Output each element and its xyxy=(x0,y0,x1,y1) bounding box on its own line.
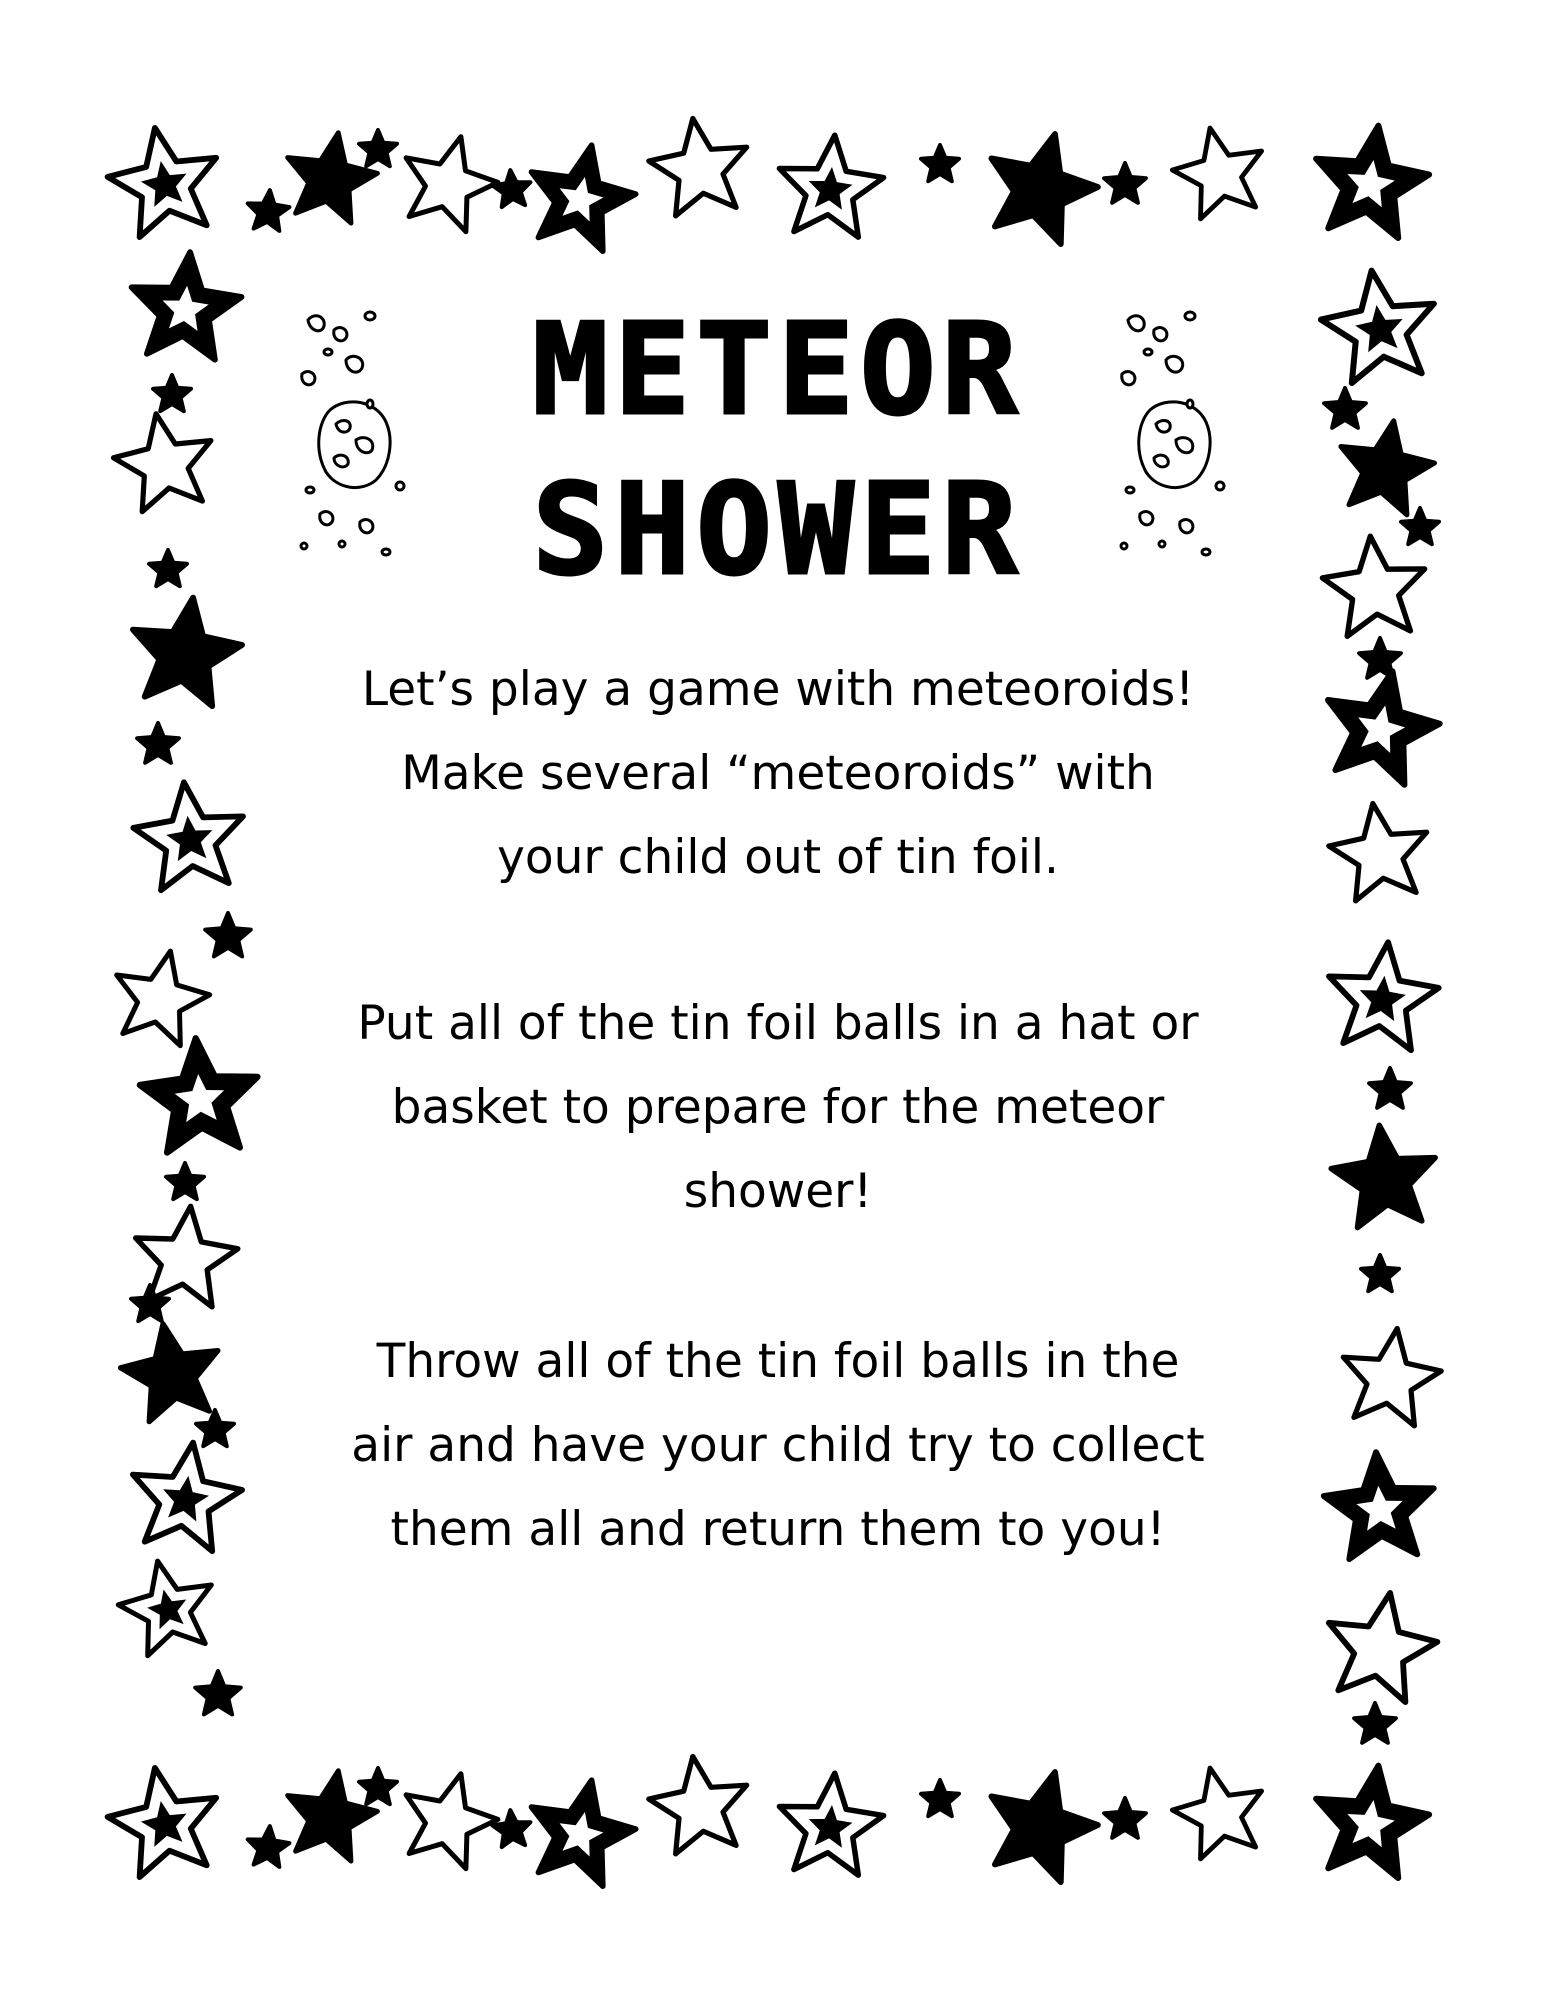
star-icon xyxy=(359,1768,397,1804)
star-icon xyxy=(1104,1798,1146,1838)
paragraph-line: Throw all of the tin foil balls in the xyxy=(376,1334,1180,1389)
star-icon xyxy=(1328,671,1440,785)
star-icon xyxy=(991,1772,1098,1882)
paragraph-line: shower! xyxy=(683,1164,873,1219)
paragraph-line: your child out of tin foil. xyxy=(497,830,1059,885)
star-icon xyxy=(359,130,397,166)
instruction-paragraph-1 xyxy=(278,648,1278,900)
star-icon xyxy=(406,1774,498,1869)
star-icon xyxy=(133,1443,242,1552)
star-icon xyxy=(140,1038,258,1152)
star-icon xyxy=(133,598,242,707)
star-icon xyxy=(1361,1255,1399,1291)
star-icon xyxy=(1329,804,1427,901)
instruction-paragraph-3 xyxy=(278,1320,1278,1572)
star-icon xyxy=(1316,126,1429,238)
star-icon xyxy=(137,723,179,763)
star-icon xyxy=(991,134,1098,244)
star-icon xyxy=(121,1324,218,1422)
page-title-line-1: METEOR xyxy=(532,296,1024,443)
star-icon xyxy=(1104,163,1146,203)
star-icon xyxy=(1329,942,1439,1050)
star-icon xyxy=(779,1773,883,1875)
star-icon xyxy=(1324,1452,1434,1559)
star-icon xyxy=(1369,1068,1411,1108)
star-icon xyxy=(1316,1766,1429,1878)
star-icon xyxy=(166,1163,204,1199)
star-icon xyxy=(108,1768,217,1877)
star-icon xyxy=(1331,1125,1435,1227)
paragraph-line: Make several “meteoroids” with xyxy=(401,746,1155,801)
star-icon xyxy=(406,137,498,232)
star-icon xyxy=(493,1810,531,1847)
star-icon xyxy=(779,135,883,237)
star-icon xyxy=(133,782,243,890)
star-icon xyxy=(493,170,531,207)
paragraph-line: basket to prepare for the meteor xyxy=(391,1080,1165,1135)
star-icon xyxy=(108,128,217,237)
paragraph-line: Put all of the tin foil balls in a hat or xyxy=(357,996,1199,1051)
star-icon xyxy=(649,1757,747,1854)
star-icon xyxy=(195,1671,241,1714)
star-icon xyxy=(1172,1768,1261,1859)
star-icon xyxy=(1172,128,1261,219)
star-icon xyxy=(205,913,251,956)
paragraph-line: Let’s play a game with meteoroids! xyxy=(361,662,1195,717)
paragraph-line: air and have your child try to collect xyxy=(351,1418,1205,1473)
star-icon xyxy=(649,119,747,216)
star-icon xyxy=(196,1410,234,1446)
paragraph-line: them all and return them to you! xyxy=(390,1502,1166,1557)
star-icon xyxy=(921,1780,959,1816)
star-icon xyxy=(1354,1703,1396,1743)
star-icon xyxy=(248,190,290,231)
star-icon xyxy=(118,1561,211,1656)
star-icon xyxy=(117,951,210,1046)
star-icon xyxy=(1343,1329,1441,1426)
instruction-paragraph-2 xyxy=(278,982,1278,1234)
star-icon xyxy=(532,145,636,251)
page-title-line-2: SHOWER xyxy=(532,456,1024,603)
star-icon xyxy=(532,1780,636,1886)
star-icon xyxy=(248,1826,290,1867)
star-icon xyxy=(921,145,959,181)
star-icon xyxy=(1329,1593,1438,1702)
